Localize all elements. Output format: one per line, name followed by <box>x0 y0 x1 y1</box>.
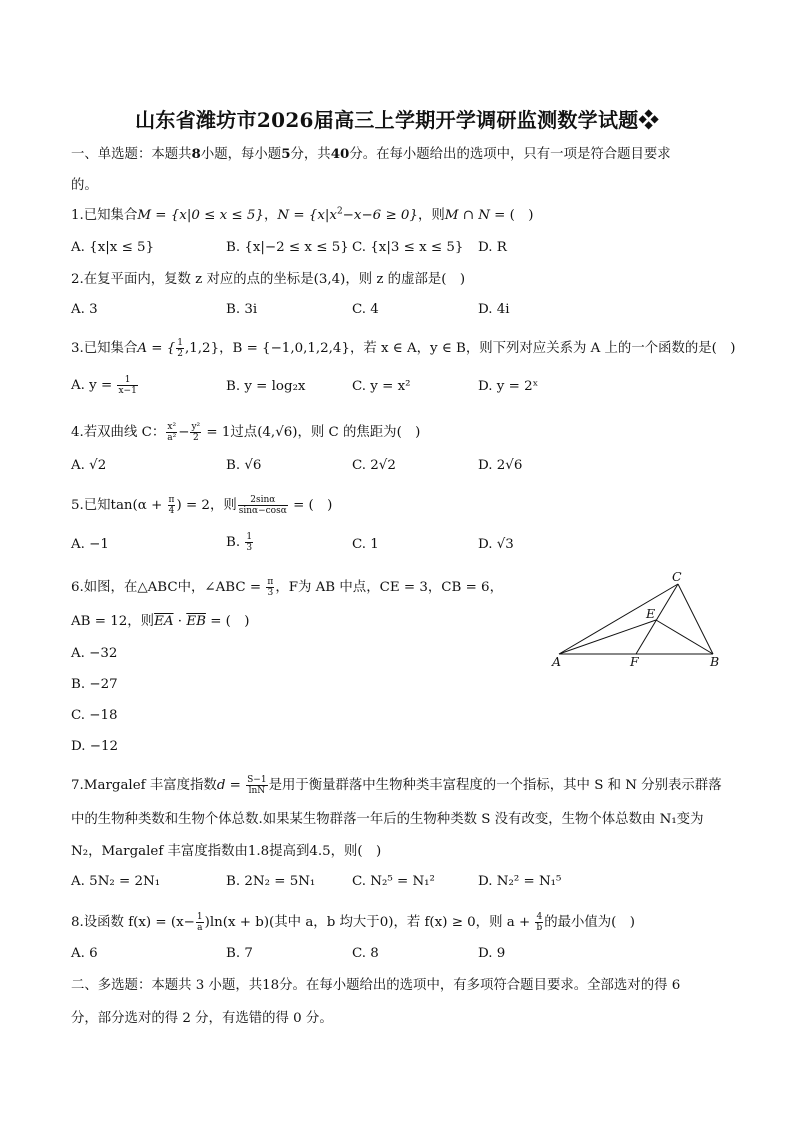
section2-heading-end: 分，部分选对的得 2 分，有选错的得 0 分。 <box>71 1011 333 1026</box>
q5-stem-b: ) = 2，则 <box>176 498 237 513</box>
q1-option-b[interactable]: B. {x|−2 ≤ x ≤ 5} <box>226 240 349 255</box>
label-f: F <box>630 654 639 669</box>
segment-ac <box>559 584 678 654</box>
q1-set-m: M = {x|0 ≤ x ≤ 5} <box>137 208 264 223</box>
q6-vector-eb: $\overline{EB}$ <box>186 614 206 629</box>
segment-fc <box>636 584 678 654</box>
q7-option-d[interactable]: D. N₂² = N₁⁵ <box>478 874 562 889</box>
q7-option-c[interactable]: C. N₂⁵ = N₁² <box>352 874 435 889</box>
q8-option-a[interactable]: A. 6 <box>71 946 98 961</box>
q4-minus: − <box>178 425 190 440</box>
q8-stem-c: 的最小值为( ) <box>544 915 636 930</box>
q8a-num: 1 <box>196 912 203 922</box>
q6-stem-d: = ( ) <box>205 614 250 629</box>
q7-fraction <box>246 775 267 796</box>
q2-option-d[interactable]: D. 4i <box>478 302 510 317</box>
q8b-num: 4 <box>536 912 543 922</box>
q4-option-a[interactable]: A. √2 <box>71 458 107 473</box>
section1-text-d: 分。在每小题给出的选项中，只有一项是符合题目要求 <box>349 147 671 162</box>
q5-pi-num: π <box>168 495 175 505</box>
triangle-figure <box>545 566 735 674</box>
q5-stem-a: 5.已知tan(α + <box>71 498 167 513</box>
q5-num: 2sinα <box>238 495 288 506</box>
section1-total: 40 <box>330 146 350 162</box>
question-6-line2 <box>71 613 250 631</box>
section1-heading-end: 的。 <box>71 178 98 193</box>
q4-y-num: y² <box>191 422 201 432</box>
q8-b-fraction <box>535 912 543 933</box>
q6-option-b[interactable]: B. −27 <box>71 677 118 692</box>
q1-stem-c: = ( ) <box>489 208 534 223</box>
q8a-den: a <box>197 923 203 933</box>
q3-option-c[interactable]: C. y = x² <box>352 379 411 394</box>
q7-stem-c: 是用于衡量群落中生物种类丰富程度的一个指标，其中 S 和 N 分别表示群落 <box>268 778 722 793</box>
q6-option-a[interactable]: A. −32 <box>71 646 118 661</box>
question-4 <box>71 422 420 443</box>
q3-stem-b: ，B = {−1,0,1,2,4}，若 x ∈ A，y ∈ B，则下列对应关系为 A 上的一个函数的是( ) <box>219 341 736 356</box>
q1-sep: ， <box>263 208 278 223</box>
q3-stem-a: 3.已知集合 <box>71 341 138 356</box>
section1-points: 5 <box>281 146 291 162</box>
q6-stem-a: 6.如图，在△ABC中，∠ABC = <box>71 580 266 595</box>
page-title: 山东省潍坊市2026届高三上学期开学调研监测数学试题❖ <box>135 108 659 132</box>
q1-set-n: N = {x|x <box>277 208 337 223</box>
q3-option-a[interactable] <box>71 375 139 396</box>
q3-option-a-label: A. y = <box>71 378 117 393</box>
q4-option-b[interactable]: B. √6 <box>226 458 262 473</box>
q4-y-den: 2 <box>192 433 199 443</box>
q4-y-fraction <box>190 422 201 443</box>
question-8 <box>71 912 635 933</box>
q6-option-c[interactable]: C. −18 <box>71 708 118 723</box>
q5-option-b[interactable] <box>226 532 254 553</box>
q5b-num: 1 <box>246 532 253 542</box>
q8-stem-a: 8.设函数 f(x) = (x− <box>71 915 195 930</box>
q1-stem-b: ，则 <box>417 208 445 223</box>
q7-den: lnN <box>248 786 266 796</box>
q4-option-d[interactable]: D. 2√6 <box>478 458 523 473</box>
q7-option-b[interactable]: B. 2N₂ = 5N₁ <box>226 874 316 889</box>
section1-count: 8 <box>191 146 201 162</box>
q4-x-fraction <box>166 422 177 443</box>
q6-den: 3 <box>267 588 274 598</box>
q8-stem-b: )ln(x + b)(其中 a，b 均大于0)，若 f(x) ≥ 0，则 a + <box>204 915 535 930</box>
q6-vector-ea: $\overline{EA}$ <box>154 614 174 629</box>
q8-a-fraction <box>196 912 204 933</box>
q1-option-d[interactable]: D. R <box>478 240 507 255</box>
q7-num: S−1 <box>247 775 267 785</box>
q7-stem-a: 7.Margalef 丰富度指数 <box>71 778 217 793</box>
section1-text-b: 小题，每小题 <box>200 147 282 162</box>
q5-pi-fraction <box>168 495 176 516</box>
q3-option-d[interactable]: D. y = 2ˣ <box>478 379 539 394</box>
question-7-line3: N₂，Margalef 丰富度指数由1.8提高到4.5，则( ) <box>71 844 382 859</box>
q5-option-b-fraction <box>245 532 253 553</box>
q2-option-b[interactable]: B. 3i <box>226 302 258 317</box>
q2-option-a[interactable]: A. 3 <box>71 302 98 317</box>
q8-option-c[interactable]: C. 8 <box>352 946 379 961</box>
q6-dot: · <box>173 614 187 629</box>
label-a: A <box>552 654 562 669</box>
q7-d-equals: d = <box>216 778 246 793</box>
q8b-den: b <box>536 923 543 933</box>
q3-half-num: 1 <box>177 338 184 348</box>
label-c: C <box>672 569 682 584</box>
q5-pi-den: 4 <box>168 506 175 516</box>
q3-half-fraction <box>176 338 184 359</box>
section2-heading: 二、多选题：本题共 3 小题，共18分。在每小题给出的选项中，有多项符合题目要求。全部选对的得 6 <box>71 978 681 993</box>
q3-set-a-tail: ,1,2} <box>185 341 220 356</box>
question-7-line2: 中的生物种类数和生物个体总数.如果某生物群落一年后的生物种类数 S 没有改变，生物个体总数由 N₁变为 <box>71 812 704 827</box>
q8-option-b[interactable]: B. 7 <box>226 946 253 961</box>
q5b-den: 3 <box>246 543 253 553</box>
q3-set-a-head: A = { <box>137 341 176 356</box>
q1-exponent: 2 <box>336 206 343 217</box>
q5-main-fraction <box>238 495 288 516</box>
q3-half-den: 2 <box>177 349 184 359</box>
q5-option-b-label: B. <box>226 535 245 550</box>
question-2: 2.在复平面内，复数 z 对应的点的坐标是(3,4)，则 z 的虚部是( ) <box>71 272 466 287</box>
q3-option-b[interactable]: B. y = log₂x <box>226 379 306 394</box>
q6-num: π <box>267 577 274 587</box>
q1-option-a[interactable]: A. {x|x ≤ 5} <box>71 240 155 255</box>
q3a-den: x−1 <box>118 386 137 396</box>
q5-option-c[interactable]: C. 1 <box>352 537 379 552</box>
q6-stem-c: AB = 12，则 <box>71 614 155 629</box>
q5-stem-c: = ( ) <box>288 498 333 513</box>
q6-angle-fraction <box>266 577 274 598</box>
q6-option-d[interactable]: D. −12 <box>71 739 119 754</box>
q4-x-den: a² <box>167 433 177 443</box>
section1-text-a: 一、单选题：本题共 <box>71 147 192 162</box>
q1-expr: M ∩ N <box>444 208 490 223</box>
q5-den: sinα−cosα <box>238 506 287 516</box>
q1-option-c[interactable]: C. {x|3 ≤ x ≤ 5} <box>352 240 464 255</box>
question-1 <box>71 207 534 225</box>
q1-set-n-tail: −x−6 ≥ 0} <box>342 208 418 223</box>
q2-option-c[interactable]: C. 4 <box>352 302 379 317</box>
question-6 <box>71 577 503 598</box>
q6-stem-b: ，F为 AB 中点，CE = 3，CB = 6， <box>275 580 503 595</box>
q3-option-a-fraction <box>117 375 137 396</box>
q1-stem-a: 1.已知集合 <box>71 208 138 223</box>
section1-heading <box>71 145 671 164</box>
label-b: B <box>710 654 720 669</box>
q4-option-c[interactable]: C. 2√2 <box>352 458 396 473</box>
label-e: E <box>646 606 656 621</box>
section1-text-c: 分，共 <box>290 147 331 162</box>
q5-option-a[interactable]: A. −1 <box>71 537 109 552</box>
q7-option-a[interactable]: A. 5N₂ = 2N₁ <box>71 874 161 889</box>
q5-option-d[interactable]: D. √3 <box>478 537 514 552</box>
q3a-num: 1 <box>117 375 137 386</box>
question-7 <box>71 775 722 796</box>
q4-stem-b: = 1过点(4,√6)，则 C 的焦距为( ) <box>202 425 421 440</box>
q8-option-d[interactable]: D. 9 <box>478 946 506 961</box>
q4-stem-a: 4.若双曲线 C： <box>71 425 166 440</box>
question-3 <box>71 338 736 359</box>
q4-x-num: x² <box>167 422 177 432</box>
question-5 <box>71 495 332 516</box>
